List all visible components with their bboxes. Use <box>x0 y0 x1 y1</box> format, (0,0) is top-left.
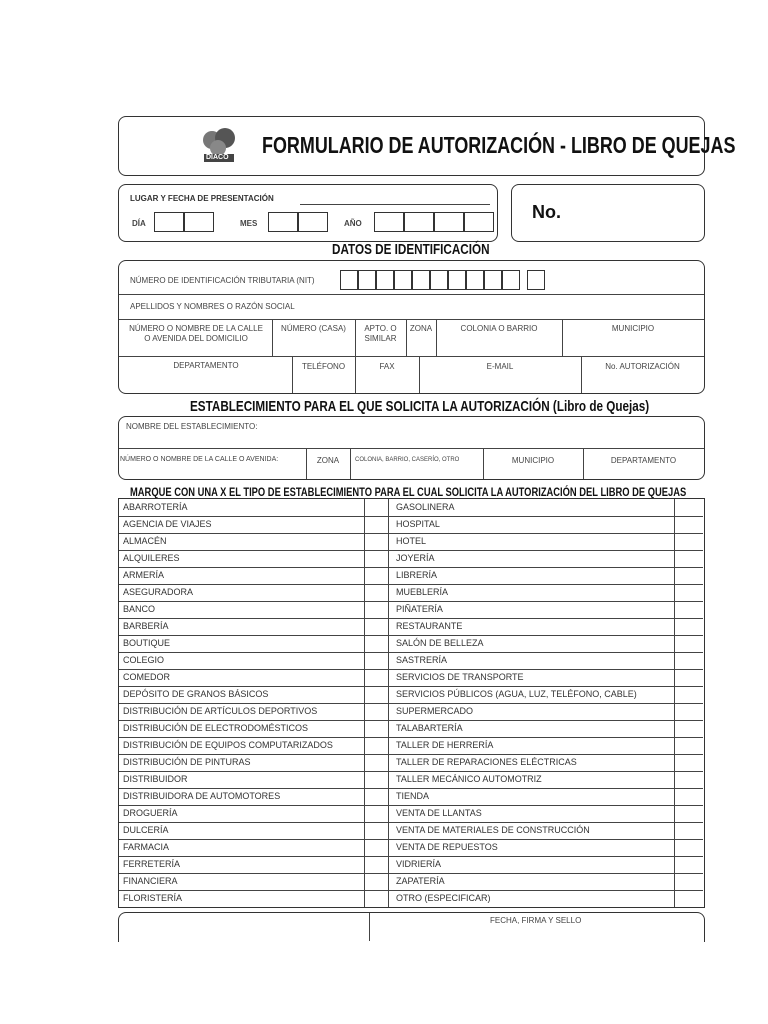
type-checkbox-left[interactable] <box>364 533 388 550</box>
department-label: DEPARTAMENTO <box>173 361 239 370</box>
types-row-line <box>119 618 703 619</box>
id-row-line-3 <box>119 356 704 357</box>
house-number-label: NÚMERO (CASA) <box>281 324 346 333</box>
type-checkbox-left[interactable] <box>364 635 388 652</box>
type-checkbox-right[interactable] <box>674 839 703 856</box>
type-option-right: HOTEL <box>396 536 427 546</box>
type-checkbox-right[interactable] <box>674 703 703 720</box>
name-label: APELLIDOS Y NOMBRES O RAZÓN SOCIAL <box>130 302 295 311</box>
id-row-line-2 <box>119 319 704 320</box>
type-checkbox-right[interactable] <box>674 652 703 669</box>
type-option-right: SERVICIOS DE TRANSPORTE <box>396 672 524 682</box>
types-row-line <box>119 703 703 704</box>
zone-label: ZONA <box>409 324 433 333</box>
types-row-line <box>119 839 703 840</box>
types-row-line <box>119 567 703 568</box>
type-checkbox-right[interactable] <box>674 890 703 907</box>
type-option-right: VENTA DE REPUESTOS <box>396 842 498 852</box>
type-option-left: DULCERÍA <box>123 825 169 835</box>
type-option-left: DISTRIBUCIÓN DE PINTURAS <box>123 757 251 767</box>
type-checkbox-right[interactable] <box>674 635 703 652</box>
type-checkbox-right[interactable] <box>674 856 703 873</box>
year-input-1[interactable] <box>374 212 404 232</box>
types-row-line <box>119 754 703 755</box>
types-row-line <box>119 720 703 721</box>
type-checkbox-left[interactable] <box>364 686 388 703</box>
establishment-street-label: NÚMERO O NOMBRE DE LA CALLE O AVENIDA: <box>120 456 279 463</box>
type-checkbox-right[interactable] <box>674 533 703 550</box>
month-input-2[interactable] <box>298 212 328 232</box>
type-option-right: ZAPATERÍA <box>396 876 445 886</box>
type-checkbox-left[interactable] <box>364 856 388 873</box>
types-title: MARQUE CON UNA X EL TIPO DE ESTABLECIMIENTO PARA EL CUAL SOLICITA LA AUTORIZACIÓN DEL LIBRO DE QUEJAS <box>130 485 687 499</box>
type-checkbox-left[interactable] <box>364 601 388 618</box>
nit-input-10[interactable] <box>502 270 520 290</box>
type-option-left: COLEGIO <box>123 655 165 665</box>
email-label: E-MAIL <box>486 362 514 371</box>
month-label: MES <box>240 219 258 228</box>
footer-box <box>118 912 705 942</box>
establishment-municipality-label: MUNICIPIO <box>511 456 555 465</box>
type-checkbox-left[interactable] <box>364 618 388 635</box>
types-row-line <box>119 822 703 823</box>
type-option-right: SALÓN DE BELLEZA <box>396 638 484 648</box>
type-checkbox-right[interactable] <box>674 720 703 737</box>
types-row-line <box>119 686 703 687</box>
types-row-line <box>119 652 703 653</box>
colony-label: COLONIA O BARRIO <box>460 324 538 333</box>
type-option-left: DISTRIBUCIÓN DE ARTÍCULOS DEPORTIVOS <box>123 706 318 716</box>
type-checkbox-right[interactable] <box>674 754 703 771</box>
type-checkbox-right[interactable] <box>674 601 703 618</box>
nit-input-4[interactable] <box>394 270 412 290</box>
type-checkbox-left[interactable] <box>364 669 388 686</box>
year-input-4[interactable] <box>464 212 494 232</box>
type-checkbox-left[interactable] <box>364 788 388 805</box>
nit-input-2[interactable] <box>358 270 376 290</box>
establishment-name-label: NOMBRE DEL ESTABLECIMIENTO: <box>126 422 258 431</box>
type-option-right: VENTA DE LLANTAS <box>396 808 482 818</box>
type-option-right: VENTA DE MATERIALES DE CONSTRUCCIÓN <box>396 825 590 835</box>
authorization-label: No. AUTORIZACIÓN <box>605 362 680 371</box>
types-row-line <box>119 533 703 534</box>
types-row-line <box>119 873 703 874</box>
type-checkbox-left[interactable] <box>364 703 388 720</box>
municipality-label: MUNICIPIO <box>611 324 655 333</box>
type-option-left: FLORISTERÍA <box>123 893 183 903</box>
nit-check-digit[interactable] <box>527 270 545 290</box>
establishment-zone-label: ZONA <box>316 456 340 465</box>
day-input-2[interactable] <box>184 212 214 232</box>
nit-input-6[interactable] <box>430 270 448 290</box>
type-checkbox-right[interactable] <box>674 822 703 839</box>
footer-divider <box>369 913 370 941</box>
apt-label-2: SIMILAR <box>364 334 397 343</box>
type-option-left: DISTRIBUCIÓN DE EQUIPOS COMPUTARIZADOS <box>123 740 333 750</box>
type-option-right: SASTRERÍA <box>396 655 448 665</box>
type-option-right: GASOLINERA <box>396 502 455 512</box>
type-option-left: FINANCIERA <box>123 876 178 886</box>
identification-title: DATOS DE IDENTIFICACIÓN <box>332 241 490 258</box>
type-option-right: LIBRERÍA <box>396 570 438 580</box>
types-row-line <box>119 635 703 636</box>
type-checkbox-left[interactable] <box>364 754 388 771</box>
type-checkbox-left[interactable] <box>364 499 388 516</box>
nit-input-8[interactable] <box>466 270 484 290</box>
establishment-department-label: DEPARTAMENTO <box>610 456 677 465</box>
types-row-line <box>119 550 703 551</box>
type-option-left: DROGUERÍA <box>123 808 178 818</box>
type-checkbox-left[interactable] <box>364 584 388 601</box>
est-col-2 <box>350 448 351 479</box>
nit-input-7[interactable] <box>448 270 466 290</box>
type-option-right: TALLER MECÁNICO AUTOMOTRIZ <box>396 774 542 784</box>
type-option-right: JOYERÍA <box>396 553 435 563</box>
type-checkbox-left[interactable] <box>364 516 388 533</box>
street-label-1: NÚMERO O NOMBRE DE LA CALLE <box>129 324 263 333</box>
nit-input-3[interactable] <box>376 270 394 290</box>
type-checkbox-left[interactable] <box>364 873 388 890</box>
types-row-line <box>119 737 703 738</box>
type-checkbox-right[interactable] <box>674 584 703 601</box>
type-option-left: DISTRIBUIDOR <box>123 774 188 784</box>
types-row-line <box>119 584 703 585</box>
type-checkbox-left[interactable] <box>364 822 388 839</box>
type-option-left: FARMACIA <box>123 842 170 852</box>
type-option-left: AGENCIA DE VIAJES <box>123 519 212 529</box>
type-option-right: TALABARTERÍA <box>396 723 463 733</box>
type-checkbox-left[interactable] <box>364 805 388 822</box>
fax-label: FAX <box>379 362 395 371</box>
type-option-right: VIDRIERÍA <box>396 859 442 869</box>
type-option-left: BOUTIQUE <box>123 638 171 648</box>
day-label: DÍA <box>132 219 146 228</box>
type-option-left: ARMERÍA <box>123 570 165 580</box>
type-checkbox-right[interactable] <box>674 873 703 890</box>
type-option-right: MUEBLERÍA <box>396 587 449 597</box>
number-label: No. <box>532 202 561 222</box>
type-checkbox-right[interactable] <box>674 771 703 788</box>
type-checkbox-left[interactable] <box>364 771 388 788</box>
year-input-3[interactable] <box>434 212 464 232</box>
type-option-right: SERVICIOS PÚBLICOS (AGUA, LUZ, TELÉFONO, CABLE) <box>396 689 637 699</box>
type-option-left: DISTRIBUCIÓN DE ELECTRODOMÉSTICOS <box>123 723 309 733</box>
type-checkbox-right[interactable] <box>674 550 703 567</box>
id-row-line-1 <box>119 294 704 295</box>
presentation-label: LUGAR Y FECHA DE PRESENTACIÓN <box>130 194 274 203</box>
signature-label: FECHA, FIRMA Y SELLO <box>490 916 582 925</box>
month-input-1[interactable] <box>268 212 298 232</box>
types-row-line <box>119 516 703 517</box>
type-checkbox-left[interactable] <box>364 567 388 584</box>
types-row-line <box>119 601 703 602</box>
day-input-1[interactable] <box>154 212 184 232</box>
type-option-right: PIÑATERÍA <box>396 604 443 614</box>
phone-label: TELÉFONO <box>301 362 346 371</box>
presentation-line <box>300 204 490 205</box>
street-label-2: O AVENIDA DEL DOMICILIO <box>144 334 248 343</box>
year-input-2[interactable] <box>404 212 434 232</box>
type-checkbox-right[interactable] <box>674 686 703 703</box>
type-checkbox-right[interactable] <box>674 669 703 686</box>
type-option-left: FERRETERÍA <box>123 859 181 869</box>
type-checkbox-left[interactable] <box>364 737 388 754</box>
type-option-right: TIENDA <box>396 791 430 801</box>
type-option-left: ABARROTERÍA <box>123 502 188 512</box>
type-option-right: TALLER DE REPARACIONES ELÉCTRICAS <box>396 757 577 767</box>
est-row-line <box>119 448 704 449</box>
type-checkbox-left[interactable] <box>364 839 388 856</box>
type-checkbox-right[interactable] <box>674 618 703 635</box>
types-row-line <box>119 669 703 670</box>
type-option-left: BARBERÍA <box>123 621 169 631</box>
logo <box>196 122 242 170</box>
type-option-left: ALMACÉN <box>123 536 167 546</box>
types-row-line <box>119 771 703 772</box>
form-title: FORMULARIO DE AUTORIZACIÓN - LIBRO DE QUEJAS <box>262 132 736 158</box>
type-checkbox-right[interactable] <box>674 737 703 754</box>
type-checkbox-left[interactable] <box>364 890 388 907</box>
type-option-left: ASEGURADORA <box>123 587 194 597</box>
logo-text: DIACO <box>206 154 229 161</box>
type-checkbox-right[interactable] <box>674 567 703 584</box>
apt-label-1: APTO. O <box>364 324 397 333</box>
types-row-line <box>119 788 703 789</box>
establishment-title: ESTABLECIMIENTO PARA EL QUE SOLICITA LA AUTORIZACIÓN (Libro de Quejas) <box>190 398 650 415</box>
nit-label: NÚMERO DE IDENTIFICACIÓN TRIBUTARIA (NIT) <box>130 276 315 285</box>
type-option-left: DEPÓSITO DE GRANOS BÁSICOS <box>123 689 269 699</box>
type-option-left: ALQUILERES <box>123 553 180 563</box>
nit-input-1[interactable] <box>340 270 358 290</box>
type-checkbox-right[interactable] <box>674 788 703 805</box>
types-row-line <box>119 890 703 891</box>
type-option-right: OTRO (ESPECIFICAR) <box>396 893 491 903</box>
type-checkbox-right[interactable] <box>674 499 703 516</box>
types-row-line <box>119 805 703 806</box>
type-option-right: RESTAURANTE <box>396 621 463 631</box>
type-option-left: DISTRIBUIDORA DE AUTOMOTORES <box>123 791 281 801</box>
establishment-colony-label: COLONIA, BARRIO, CASERÍO, OTRO <box>355 457 460 463</box>
year-label: AÑO <box>344 219 362 228</box>
nit-input-9[interactable] <box>484 270 502 290</box>
type-checkbox-right[interactable] <box>674 516 703 533</box>
nit-input-5[interactable] <box>412 270 430 290</box>
type-option-left: COMEDOR <box>123 672 170 682</box>
types-row-line <box>119 856 703 857</box>
type-option-left: BANCO <box>123 604 156 614</box>
type-option-right: TALLER DE HERRERÍA <box>396 740 494 750</box>
type-option-right: SUPERMERCADO <box>396 706 474 716</box>
type-option-right: HOSPITAL <box>396 519 440 529</box>
type-checkbox-left[interactable] <box>364 652 388 669</box>
type-checkbox-right[interactable] <box>674 805 703 822</box>
type-checkbox-left[interactable] <box>364 550 388 567</box>
types-table <box>118 498 705 908</box>
type-checkbox-left[interactable] <box>364 720 388 737</box>
